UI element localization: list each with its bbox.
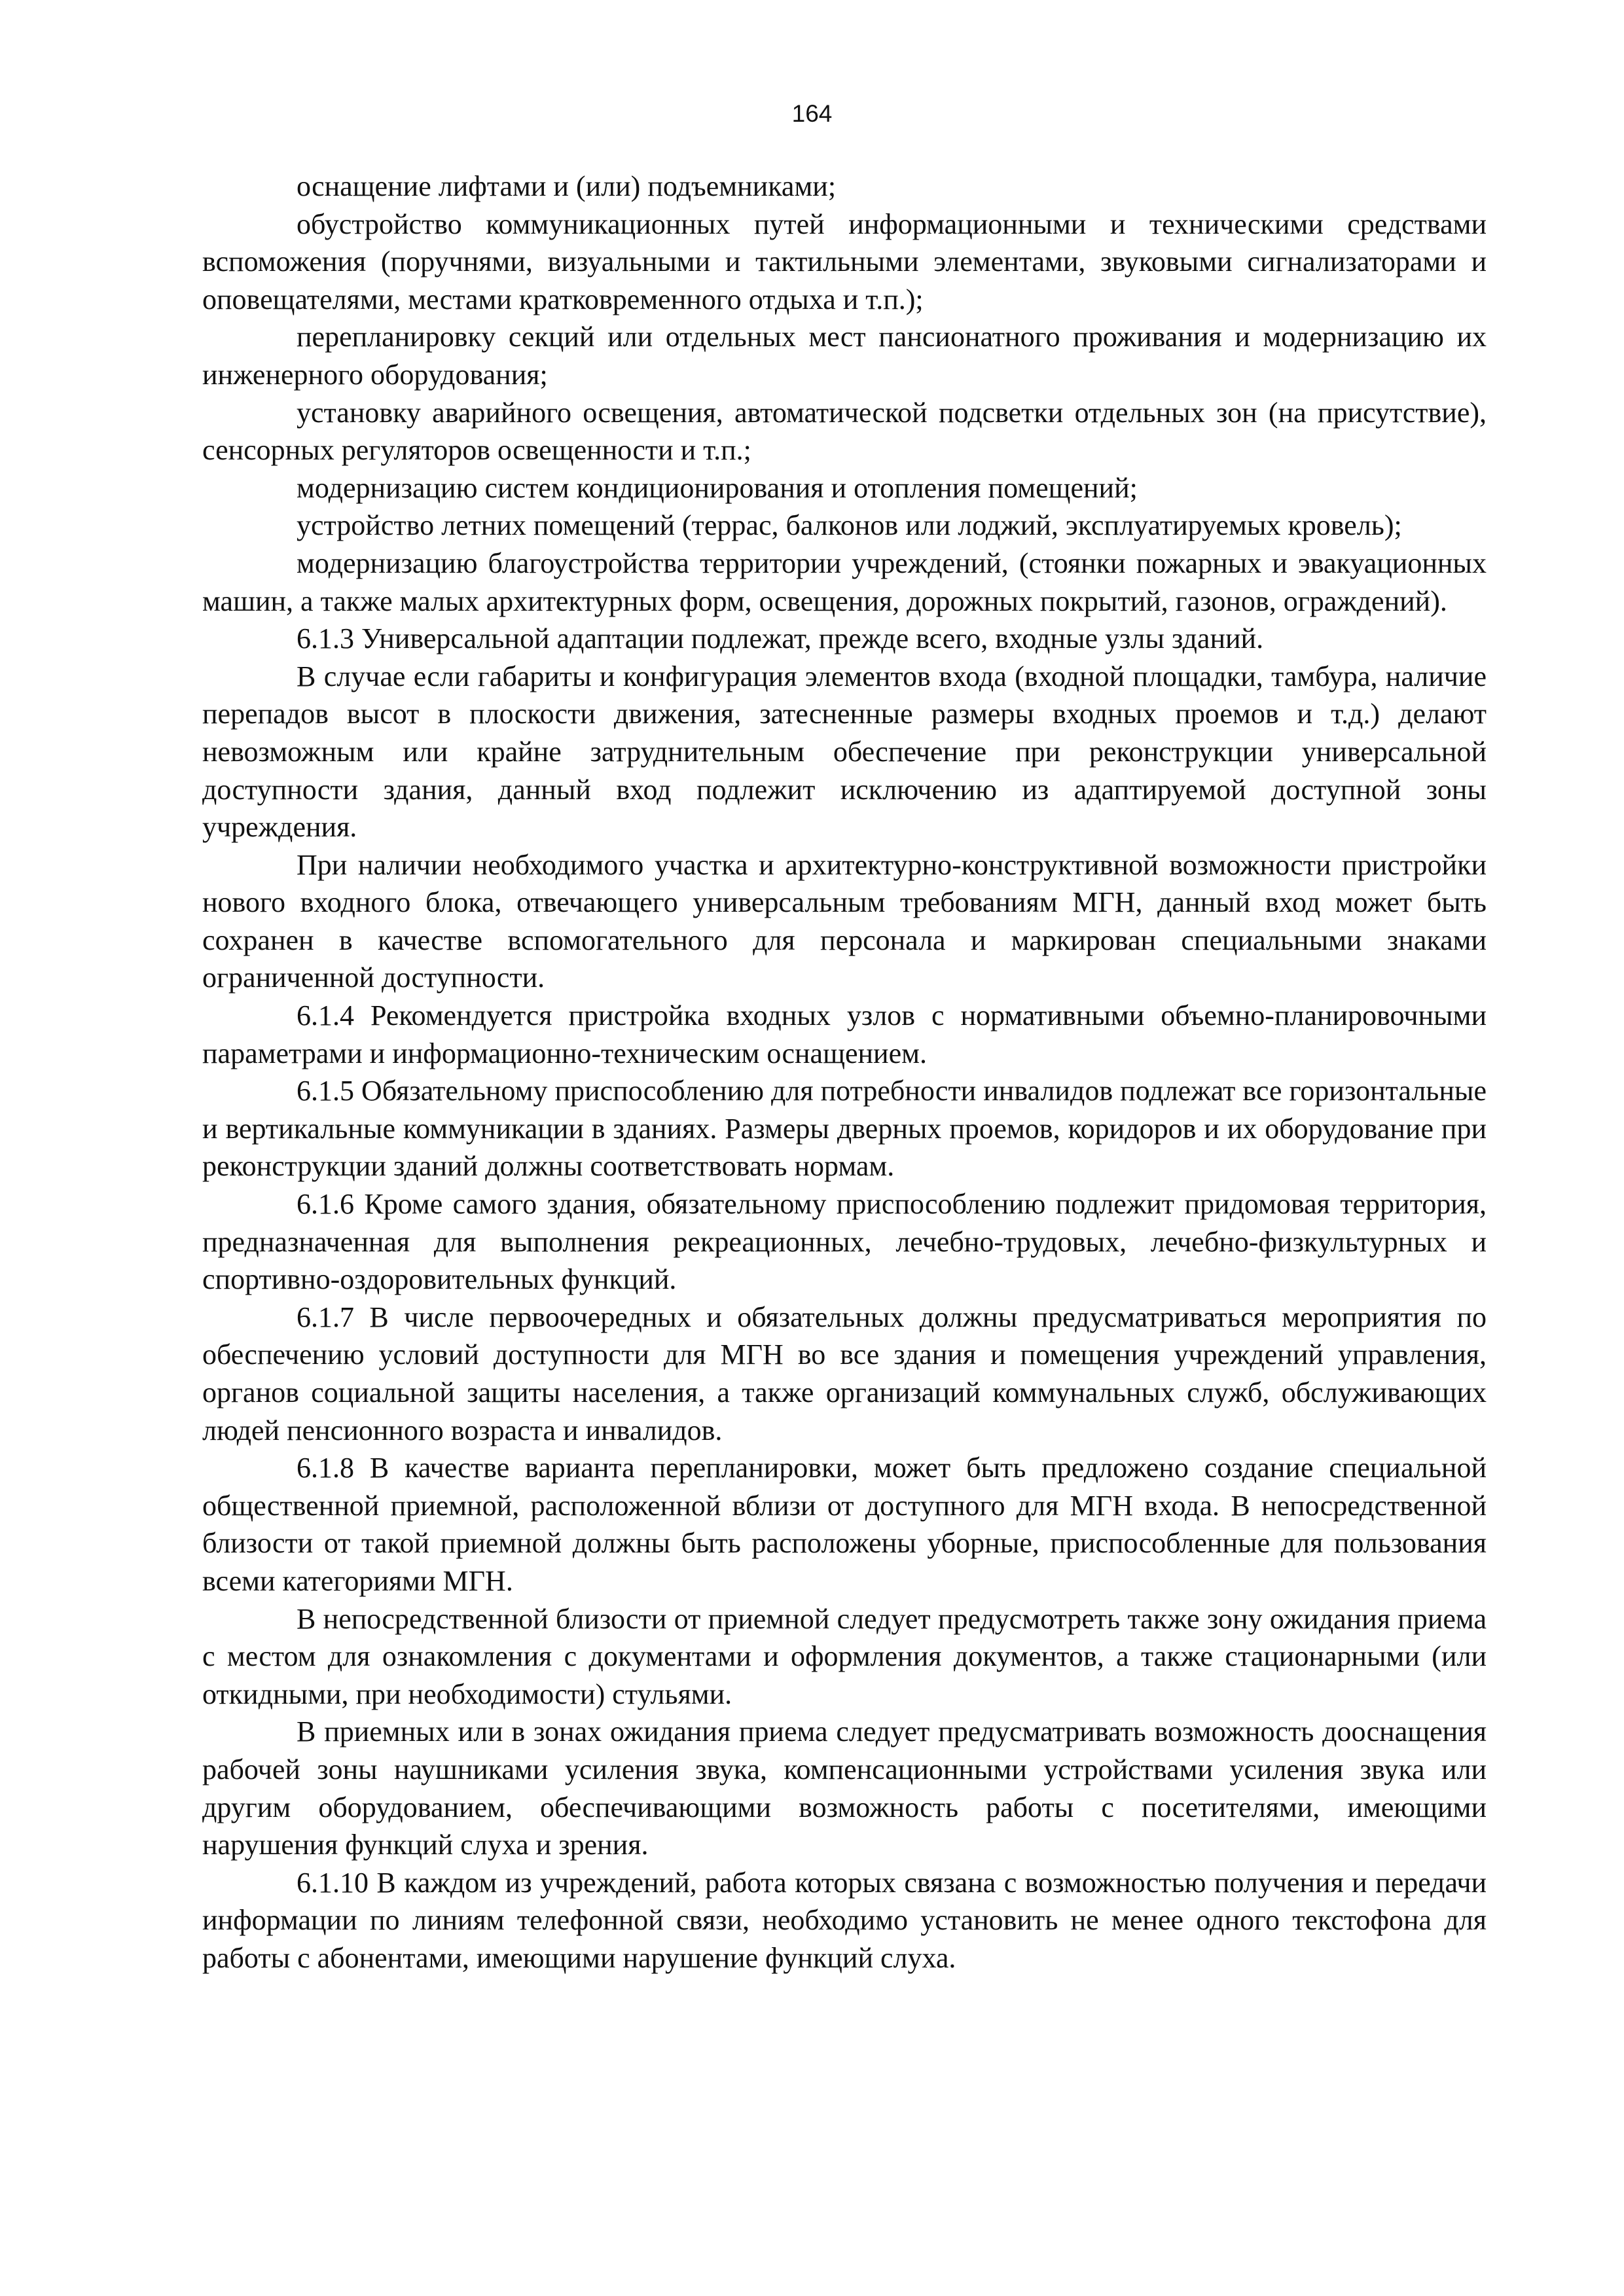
- paragraph: 6.1.5 Обязательному приспособлению для потребности инвалидов подлежат все горизонтальные и вертикальные коммуникации в зданиях. Размеры дверных проемов, коридоров и их оборудование при реконструкции зданий должны соответствовать нормам.: [202, 1075, 1487, 1183]
- paragraph: 6.1.7 В числе первоочередных и обязательных должны предусматриваться мероприятия по обеспечению условий доступности для МГН во все здания и помещения учреждений управления, органов социальной защиты населения, а также организаций коммунальных служб, обслуживающих людей пенсионного возраста и инвалидов.: [202, 1300, 1487, 1446]
- paragraph: В приемных или в зонах ожидания приема следует предусматривать возможность дооснащения рабочей зоны наушниками усиления звука, компенсационными устройствами усиления звука или другим оборудованием, обеспечивающими возможность работы с посетителями, имеющими нарушения функций слуха и зрения.: [202, 1715, 1487, 1861]
- paragraph: 6.1.6 Кроме самого здания, обязательному приспособлению подлежит придомовая территория, предназначенная для выполнения рекреационных, лечебно-трудовых, лечебно-физкультурных и спортивно-оздоровительных функций.: [202, 1188, 1487, 1296]
- paragraph: 6.1.10 В каждом из учреждений, работа которых связана с возможностью получения и передачи информации по линиям телефонной связи, необходимо установить не менее одного текстофона для работы с абонентами, имеющими нарушение функций слуха.: [202, 1866, 1487, 1974]
- paragraph: 6.1.4 Рекомендуется пристройка входных узлов с нормативными объемно-планировочными параметрами и информационно-техническим оснащением.: [202, 999, 1487, 1069]
- paragraph: В случае если габариты и конфигурация элементов входа (входной площадки, тамбура, наличие перепадов высот в плоскости движения, затесненные размеры входных проемов и т.д.) делают невозможным или крайне затруднительным обеспечение при реконструкции универсальной доступности здания, данный вход подлежит исключению из адаптируемой доступной зоны учреждения.: [202, 660, 1487, 844]
- paragraph: оснащение лифтами и (или) подъемниками;: [297, 170, 837, 202]
- paragraph: модернизацию систем кондиционирования и отопления помещений;: [297, 471, 1138, 504]
- paragraph: 6.1.3 Универсальной адаптации подлежат, прежде всего, входные узлы зданий.: [297, 622, 1264, 655]
- paragraph: установку аварийного освещения, автоматической подсветки отдельных зон (на присутствие), сенсорных регуляторов освещенности и т.п.;: [202, 396, 1487, 467]
- paragraph: модернизацию благоустройства территории учреждений, (стоянки пожарных и эвакуационных машин, а также малых архитектурных форм, освещения, дорожных покрытий, газонов, ограждений).: [202, 547, 1487, 617]
- paragraph: перепланировку секций или отдельных мест пансионатного проживания и модернизацию их инженерного оборудования;: [202, 321, 1487, 391]
- paragraph: устройство летних помещений (террас, балконов или лоджий, эксплуатируемых кровель);: [297, 509, 1402, 542]
- paragraph: В непосредственной близости от приемной следует предусмотреть также зону ожидания приема с местом для ознакомления с документами и оформления документов, а также стационарными (или откидными, при необходимости) стульями.: [202, 1602, 1487, 1710]
- page-number: 164: [791, 100, 833, 127]
- document-body: [202, 168, 1487, 1977]
- paragraph: обустройство коммуникационных путей информационными и техническими средствами вспоможения (поручнями, визуальными и тактильными элементами, звуковыми сигнализаторами и оповещателями, местами кратковременного отдыха и т.п.);: [202, 207, 1487, 315]
- paragraph: При наличии необходимого участка и архитектурно-конструктивной возможности пристройки нового входного блока, отвечающего универсальным требованиям МГН, данный вход может быть сохранен в качестве вспомогательного для персонала и маркирован специальными знаками ограниченной доступности.: [202, 848, 1487, 994]
- paragraph: 6.1.8 В качестве варианта перепланировки, может быть предложено создание специальной общественной приемной, расположенной вблизи от доступного для МГН входа. В непосредственной близости от такой приемной должны быть расположены уборные, приспособленные для пользования всеми категориями МГН.: [202, 1452, 1487, 1597]
